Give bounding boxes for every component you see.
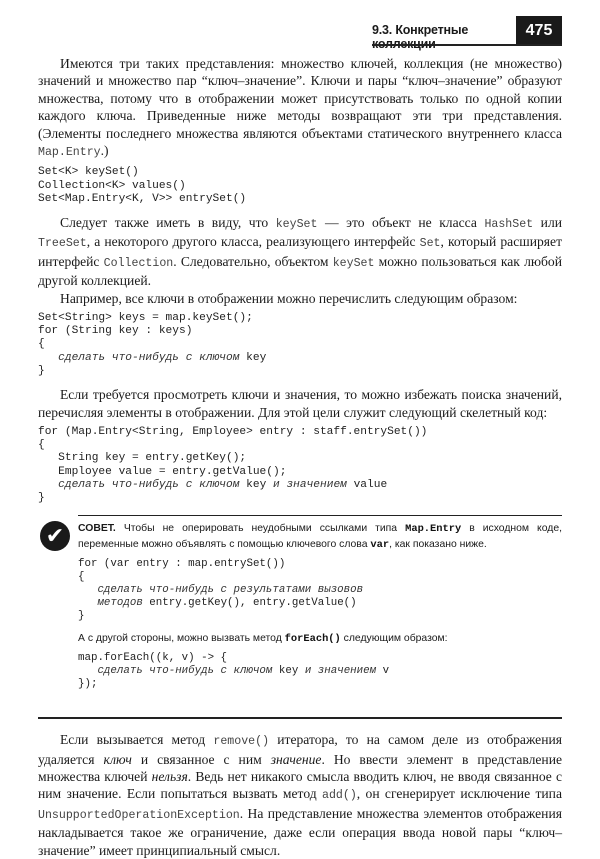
paragraph-example: Например, все ключи в отображении можно перечислить следующим образом: (60, 290, 518, 306)
paragraph-keyset: Следует также иметь в виду, что keySet — это объект не класса HashSet или TreeSet, а некоторого другого класса, реализующего интерфейс Set, который расширяет интерфейс Collection. Следовательно, объектом keySet можно пользоваться как любой другой коллекцией. (38, 215, 563, 289)
code-block-views: Set<K> keySet() Collection<K> values() Set<Map.Entry<K, V>> entrySet() (38, 166, 247, 205)
page-number: 475 (516, 16, 562, 46)
running-header (372, 20, 562, 46)
tip-code-foreach: map.forEach((k, v) -> { сделать что-нибудь с ключом key и значением v }); (78, 652, 390, 691)
tip-text-foreach: А с другой стороны, можно вызвать метод forEach() следующим образом: (78, 633, 448, 646)
paragraph-entries: Если требуется просмотреть ключи и значения, то можно избежать поиска значений, перечисляя элементы в отображении. Для этой цели служит следующий скелетный код: (38, 387, 562, 420)
tip-box (38, 515, 562, 719)
tip-top-rule (78, 515, 562, 516)
paragraph-remove: Если вызывается метод remove() итератора, то на самом деле из отображения удаляется ключ и связанное с ним значение. Но ввести элемент в представление множества ключей нельзя. Ведь нет никакого смысла вводить ключ, не вводя связанное с ним значение. Если попытаться вызвать метод add(), он сгенерирует исключение типа UnsupportedOperationException. На представление множества элементов отображения накладывается такое же ограничение, даже если операция ввода новой пары “ключ–значение” имеет принципиальный смысл. (38, 732, 563, 858)
checkmark-icon: ✔ (40, 521, 70, 551)
paragraph-views: Имеются три таких представления: множество ключей, коллекция (не множество) значений и множество пар “ключ–значение”. Ключи и пары “ключ–значение” образуют множества, потому что в отображении может присутствовать только по одной копии каждого ключа. Приведенные ниже методы возвращают эти три представления. (Элементы последнего множества являются объектами статического внутреннего класса Map.Entry.) (38, 56, 562, 160)
code-block-entries: for (Map.Entry<String, Employee> entry : staff.entrySet()) { String key = entry.getKey(); Employee value = entry.getValue(); сделать что-нибудь с ключом key и значением value } (38, 425, 428, 504)
chapter-title: 9.3. Конкретные (372, 23, 469, 37)
tip-code-var: for (var entry : map.entrySet()) { сделать что-нибудь с результатами вызовов методов entry.getKey(), entry.getValue() } (78, 558, 364, 623)
code-block-keys: Set<String> keys = map.keySet(); for (String key : keys) { сделать что-нибудь с ключом key } (38, 312, 267, 377)
tip-text: СОВЕТ. Чтобы не оперировать неудобными ссылками типа Map.Entry в исходном коде, переменные можно объявлять с помощью ключевого слова var, как показано ниже. (78, 523, 563, 552)
header-rule (372, 44, 562, 46)
page-body (38, 55, 562, 859)
